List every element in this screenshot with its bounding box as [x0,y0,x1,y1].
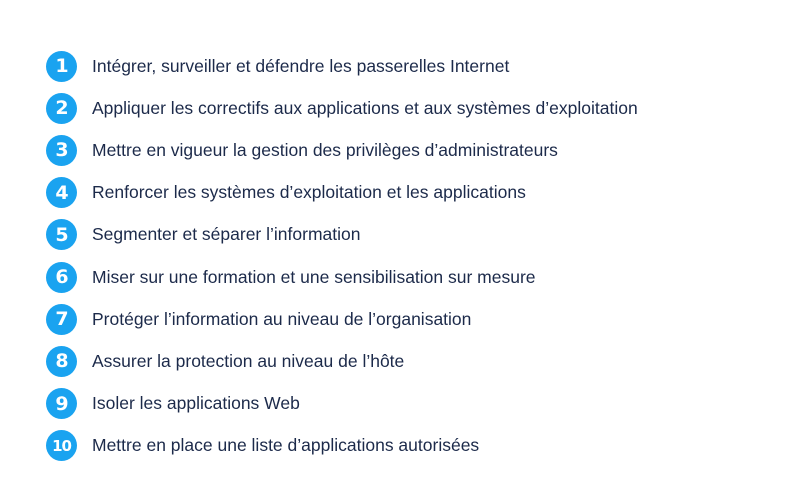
list-item [46,298,638,340]
list-item-label: Renforcer les systèmes d’exploitation et les applications [92,182,526,203]
number-badge: 7 [46,304,77,335]
list-item [46,87,638,129]
list-item-label: Mettre en place une liste d’applications autorisées [92,435,480,456]
list-item-label: Assurer la protection au niveau de l’hôte [92,350,405,371]
number-badge: 6 [46,262,77,293]
number-badge: 10 [46,430,77,461]
numbered-list [46,45,638,467]
list-item [46,383,638,425]
list-item-label: Segmenter et séparer l’information [92,224,361,245]
number-badge: 5 [46,219,77,250]
list-item-label: Appliquer les correctifs aux applications et aux systèmes d’exploitation [92,97,638,118]
list-item-label: Isoler les applications Web [92,393,300,414]
list-item [46,172,638,214]
number-badge: 4 [46,177,77,208]
list-item [46,214,638,256]
number-badge: 8 [46,346,77,377]
number-badge: 2 [46,93,77,124]
list-item [46,256,638,298]
number-badge: 1 [46,51,77,82]
list-item [46,425,638,467]
list-item-label: Protéger l’information au niveau de l’organisation [92,308,472,329]
list-item-label: Miser sur une formation et une sensibilisation sur mesure [92,266,536,287]
list-item [46,129,638,171]
list-item-label: Intégrer, surveiller et défendre les passerelles Internet [92,55,510,76]
list-item [46,340,638,382]
list-item-label: Mettre en vigueur la gestion des privilèges d’administrateurs [92,139,558,160]
list-item [46,45,638,87]
number-badge: 3 [46,135,77,166]
number-badge: 9 [46,388,77,419]
